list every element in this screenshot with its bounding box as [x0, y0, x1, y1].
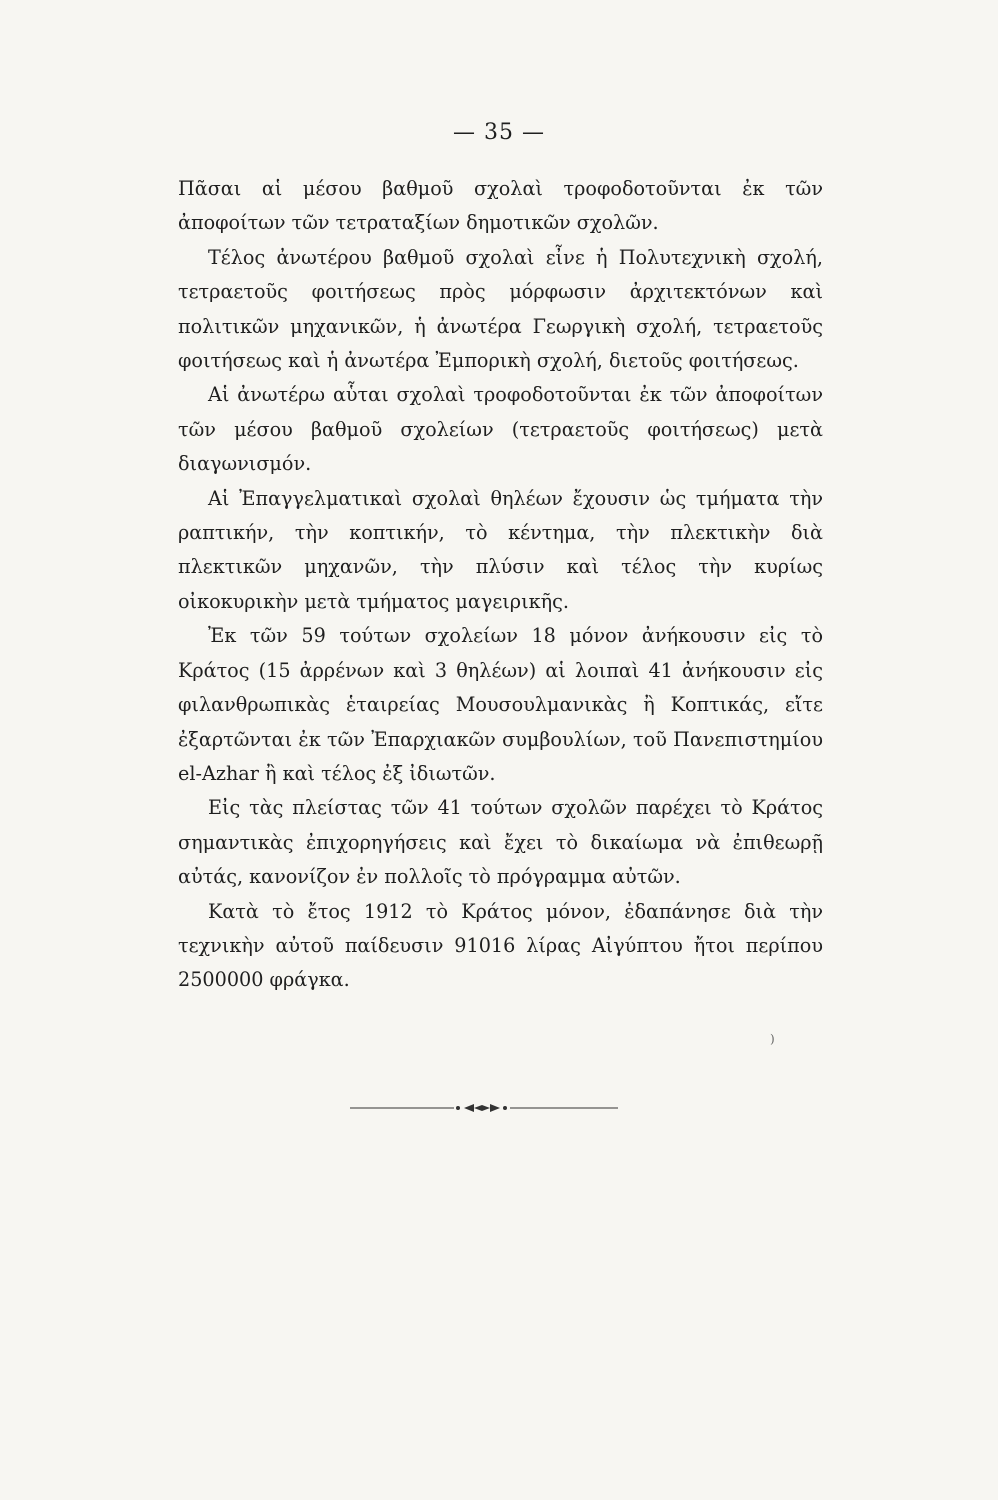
paragraph-1: Πᾶσαι αἱ μέσου βαθμοῦ σχολαὶ τροφοδοτοῦνται ἐκ τῶν ἀποφοίτων τῶν τετραταξίων δημοτικῶν σχολῶν.	[178, 177, 823, 235]
paragraph-2: Τέλος ἀνωτέρου βαθμοῦ σχολαὶ εἶνε ἡ Πολυτεχνικὴ σχολή, τετραετοῦς φοιτήσεως πρὸς μόρφωσιν ἀρχιτεκτόνων καὶ πολιτικῶν μηχανικῶν, ἡ ἀνωτέρα Γεωργικὴ σχολή, τετραετοῦς φοιτήσεως καὶ ἡ ἀνωτέρα Ἐμπορικὴ σχολή, διετοῦς φοιτήσεως.	[178, 245, 823, 373]
paragraph-3: Αἱ ἀνωτέρω αὗται σχολαὶ τροφοδοτοῦνται ἐκ τῶν ἀποφοίτων τῶν μέσου βαθμοῦ σχολείων (τετραετοῦς φοιτήσεως) μετὰ διαγωνισμόν.	[178, 383, 823, 476]
paragraph-4: Αἱ Ἐπαγγελματικαὶ σχολαὶ θηλέων ἔχουσιν ὡς τμήματα τὴν ραπτικήν, τὴν κοπτικήν, τὸ κέντημα, τὴν πλεκτικὴν διὰ πλεκτικῶν μηχανῶν, τὴν πλύσιν καὶ τέλος τὴν κυρίως οἰκοκυρικὴν μετὰ τμήματος μαγειρικῆς.	[178, 486, 823, 613]
paragraph-6: Εἰς τὰς πλείστας τῶν 41 τούτων σχολῶν παρέχει τὸ Κράτος σημαντικὰς ἐπιχορηγήσεις καὶ ἔχει τὸ δικαίωμα νὰ ἐπιθεωρῇ αὐτάς, κανονίζον ἐν πολλοῖς τὸ πρόγραμμα αὐτῶν.	[178, 796, 823, 889]
ornament-divider	[350, 1098, 618, 1118]
paragraph-7: Κατὰ τὸ ἔτος 1912 τὸ Κράτος μόνον, ἐδαπάνησε διὰ τὴν τεχνικὴν αὐτοῦ παίδευσιν 91016 λίρας Αἰγύπτου ἤτοι περίπου 2500000 φράγκα.	[178, 899, 823, 992]
stray-mark: )	[770, 1032, 775, 1046]
body-text	[178, 172, 823, 998]
page-number: — 35 —	[453, 120, 545, 145]
paragraph-5: Ἐκ τῶν 59 τούτων σχολείων 18 μόνον ἀνήκουσιν εἰς τὸ Κράτος (15 ἀρρένων καὶ 3 θηλέων) αἱ λοιπαὶ 41 ἀνήκουσιν εἰς φιλανθρωπικὰς ἑταιρείας Μουσουλμανικὰς ἢ Κοπτικάς, εἴτε ἐξαρτῶνται ἐκ τῶν Ἐπαρχιακῶν συμβουλίων, τοῦ Πανεπιστημίου el-Azhar ἢ καὶ τέλος ἐξ ἰδιωτῶν.	[178, 624, 823, 785]
